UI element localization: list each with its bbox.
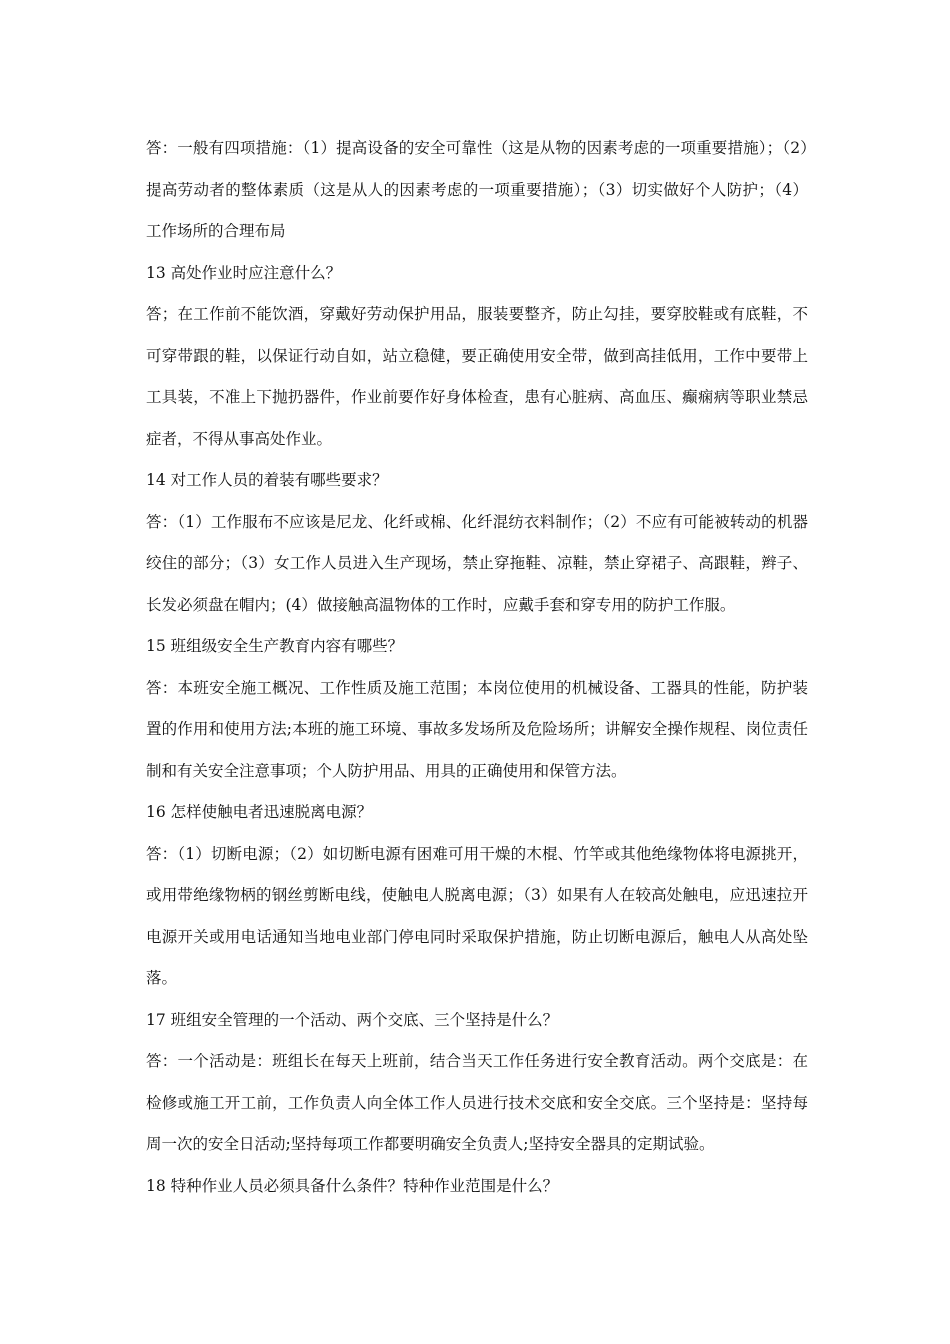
answer-paragraph: 答：本班安全施工概况、工作性质及施工范围；本岗位使用的机械设备、工器具的性能，防护装置的作用和使用方法;本班的施工环境、事故多发场所及危险场所；讲解安全操作规程、岗位责任制和有关安全注意事项；个人防护用品、用具的正确使用和保管方法。 — [146, 678, 808, 780]
question-heading: 18 特种作业人员必须具备什么条件？特种作业范围是什么？ — [146, 1176, 559, 1195]
answer-paragraph: 答：（1）工作服布不应该是尼龙、化纤或棉、化纤混纺衣料制作；（2）不应有可能被转动的机器绞住的部分；（3）女工作人员进入生产现场，禁止穿拖鞋、凉鞋，禁止穿裙子、高跟鞋，辫子、长发必须盘在帽内；(4）做接触高温物体的工作时，应戴手套和穿专用的防护工作服。 — [146, 512, 808, 614]
question-heading: 13 高处作业时应注意什么？ — [146, 263, 342, 282]
question-heading: 17 班组安全管理的一个活动、两个交底、三个坚持是什么？ — [146, 1010, 559, 1029]
answer-paragraph: 答；在工作前不能饮酒，穿戴好劳动保护用品，服装要整齐，防止勾挂，要穿胶鞋或有底鞋，不可穿带跟的鞋，以保证行动自如，站立稳健，要正确使用安全带，做到高挂低用，工作中要带上工具装，不准上下抛扔器件，作业前要作好身体检查，患有心脏病、高血压、癫痫病等职业禁忌症者，不得从事高处作业。 — [146, 305, 808, 448]
question-heading: 14 对工作人员的着装有哪些要求？ — [146, 471, 388, 489]
answer-paragraph: 答：一般有四项措施：（1）提高设备的安全可靠性（这是从物的因素考虑的一项重要措施）；（2）提高劳动者的整体素质（这是从人的因素考虑的一项重要措施）；（3）切实做好个人防护；（4）工作场所的合理布局 — [146, 139, 808, 240]
question-heading: 15 班组级安全生产教育内容有哪些？ — [146, 637, 404, 655]
question-heading: 16 怎样使触电者迅速脱离电源？ — [146, 803, 373, 821]
answer-paragraph: 答：一个活动是：班组长在每天上班前，结合当天工作任务进行安全教育活动。两个交底是：在检修或施工开工前，工作负责人向全体工作人员进行技术交底和安全交底。三个坚持是：坚持每周一次的安全日活动;坚持每项工作都要明确安全负责人;坚持安全器具的定期试验。 — [146, 1052, 808, 1153]
answer-paragraph: 答：（1）切断电源；（2）如切断电源有困难可用干燥的木棍、竹竿或其他绝缘物体将电源挑开，或用带绝缘物柄的钢丝剪断电线，使触电人脱离电源；（3）如果有人在较高处触电，应迅速拉开电源开关或用电话通知当地电业部门停电同时采取保护措施，防止切断电源后，触电人从高处坠落。 — [146, 844, 808, 987]
document-body — [146, 128, 808, 1207]
